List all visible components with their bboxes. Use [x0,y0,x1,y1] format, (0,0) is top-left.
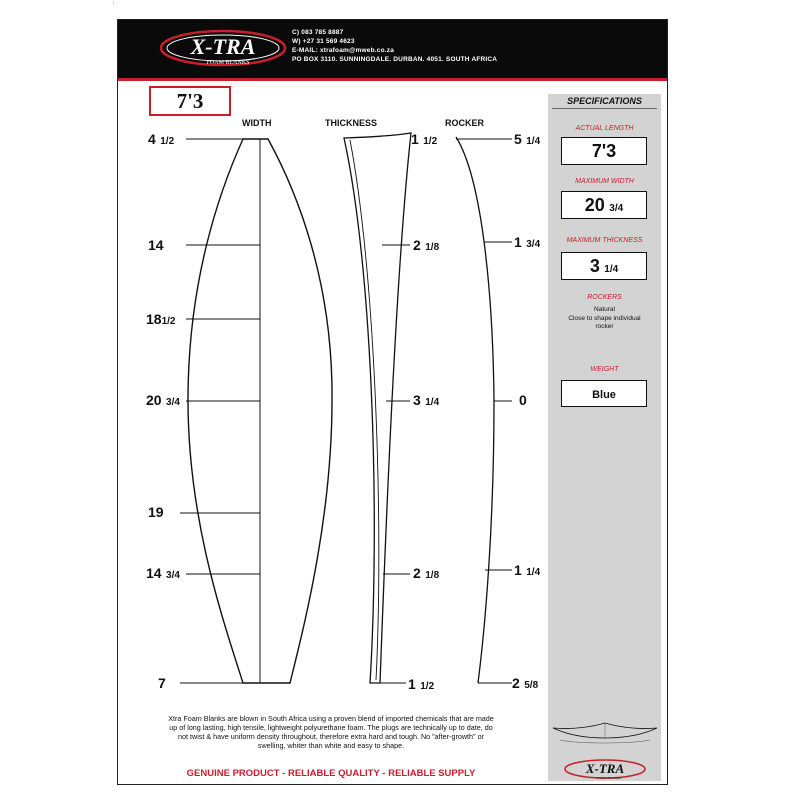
thickness-measure-nose: 1 1/2 [411,131,438,147]
rockers-label: ROCKERS [587,294,622,301]
phone-cell: C) 083 785 8887 [292,29,344,36]
width-measure-tail-12in: 14 3/4 [146,565,180,581]
logo-wordmark: X-TRA [190,34,256,59]
rocker-measure-tail: 2 5/8 [512,675,539,691]
thickness-measure-tail: 1 1/2 [408,676,435,692]
width-measure-tail-24in: 19 [148,504,164,520]
rocker-measure-tail-12in: 1 1/4 [514,562,541,578]
board-length-box: 7'3 [149,86,231,116]
rocker-measure-12in: 1 3/4 [514,234,541,250]
logo-subtitle: FOAM BLANKS [206,60,250,66]
maximum-width-label: MAXIMUM WIDTH [575,178,634,185]
thickness-measure-tail-12in: 2 1/8 [413,565,440,581]
width-measure-12in: 14 [148,237,164,253]
specifications-divider [552,108,657,109]
maximum-width-value: 20 3/4 [561,191,647,219]
thickness-guide-lines [380,245,410,683]
width-measure-center: 20 3/4 [146,392,180,408]
thickness-outline [344,133,411,683]
corner-mark: ′ [113,3,115,9]
maximum-thickness-label: MAXIMUM THICKNESS [566,237,643,244]
rocker-guide-lines [456,139,512,683]
product-description: Xtra Foam Blanks are blown in South Africa using a proven blend of imported chemicals that are made up of long lasting, high tensile, lightweight polyurethane foam. The plugs are technically up to date, do not twist & have uniform density throughout, therefore extra hard and tough. No "after-growth" or swelling, whiter than white and easy to shape. [168,714,494,750]
email: E-MAIL: xtrafoam@mweb.co.za [292,47,395,54]
width-guide-lines [180,139,260,683]
weight-label: WEIGHT [590,366,619,373]
actual-length-label: ACTUAL LENGTH [575,125,634,132]
tagline: GENUINE PRODUCT - RELIABLE QUALITY - RELIABLE SUPPLY [186,768,476,779]
board-rocker-thumbnail [550,720,660,746]
specifications-title: SPECIFICATIONS [567,96,642,106]
postal-address: PO BOX 3110. SUNNINGDALE. DURBAN. 4051. SOUTH AFRICA [292,56,498,63]
maximum-thickness-value: 3 1/4 [561,252,647,280]
thickness-measure-center: 3 1/4 [413,392,440,408]
rocker-column-heading: ROCKER [445,118,485,128]
footer-logo-wordmark: X-TRA [585,761,625,776]
xtra-footer-logo [563,758,648,780]
width-measure-24in: 181/2 [146,311,176,327]
width-column-heading: WIDTH [242,118,272,128]
rockers-type: Natural [594,306,615,313]
rocker-outline [456,137,494,683]
specifications-panel [548,94,661,781]
rocker-measure-nose: 5 1/4 [514,131,541,147]
phone-work: W) +27 31 569 4623 [292,38,355,45]
rockers-note: Close to shape individual rocker [568,315,641,330]
width-measure-nose: 4 1/2 [148,131,175,147]
footer-logo-subtitle: FOAM BLANKS [596,776,622,780]
actual-length-value: 7'3 [561,137,647,165]
thickness-column-heading: THICKNESS [325,118,378,128]
board-drawings [118,20,548,710]
thickness-deck-line [350,140,379,680]
thickness-measure-12in: 2 1/8 [413,237,440,253]
blank-spec-sheet [117,19,668,785]
weight-value: Blue [561,380,647,407]
rocker-measure-center: 0 [519,392,527,408]
width-measure-tail: 7 [158,675,166,691]
